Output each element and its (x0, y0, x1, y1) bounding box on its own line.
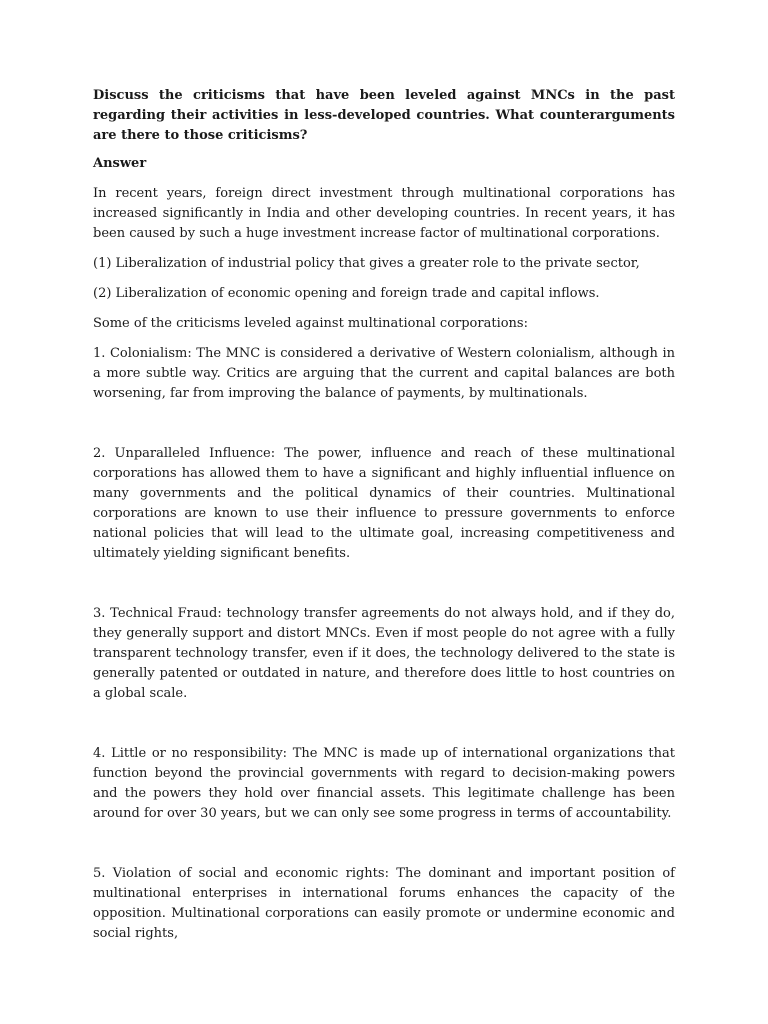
criticism-item: 4. Little or no responsibility: The MNC is made up of international organizations that function beyond the provincial governments with regard to decision-making powers and the powers they hold over financial assets. This legitimate challenge has been around for over 30 years, but we can only see some progress in terms of accountability. (93, 746, 675, 821)
factor-item: (1) Liberalization of industrial policy that gives a greater role to the private sector, (93, 256, 640, 271)
criticism-item: 2. Unparalleled Influence: The power, influence and reach of these multinational corporations has allowed them to have a significant and highly influential influence on many governments and the political dynamics of their countries. Multinational corporations are known to use their influence to pressure governments to enforce national policies that will lead to the ultimate goal, increasing competitiveness and ultimately yielding significant benefits. (93, 446, 675, 561)
question-text: Discuss the criticisms that have been leveled against MNCs in the past regarding their activities in less-developed countries. What counterarguments are there to those criticisms? (93, 88, 675, 143)
intro-paragraph: In recent years, foreign direct investment through multinational corporations has increased significantly in India and other developing countries. In recent years, it has been caused by such a huge investment increase factor of multinational corporations. (93, 186, 675, 241)
answer-heading: Answer (93, 156, 147, 171)
criticism-item: 1. Colonialism: The MNC is considered a derivative of Western colonialism, although in a more subtle way. Critics are arguing that the current and capital balances are both worsening, far from improving the balance of payments, by multinationals. (93, 346, 675, 401)
criticism-item: 5. Violation of social and economic rights: The dominant and important position of multinational enterprises in international forums enhances the capacity of the opposition. Multinational corporations can easily promote or undermine economic and social rights, (93, 866, 675, 941)
factor-item: (2) Liberalization of economic opening and foreign trade and capital inflows. (93, 286, 600, 301)
document-page (93, 86, 675, 944)
criticism-item: 3. Technical Fraud: technology transfer agreements do not always hold, and if they do, they generally support and distort MNCs. Even if most people do not agree with a fully transparent technology transfer, even if it does, the technology delivered to the state is generally patented or outdated in nature, and therefore does little to host countries on a global scale. (93, 606, 675, 701)
criticisms-intro: Some of the criticisms leveled against multinational corporations: (93, 316, 528, 331)
